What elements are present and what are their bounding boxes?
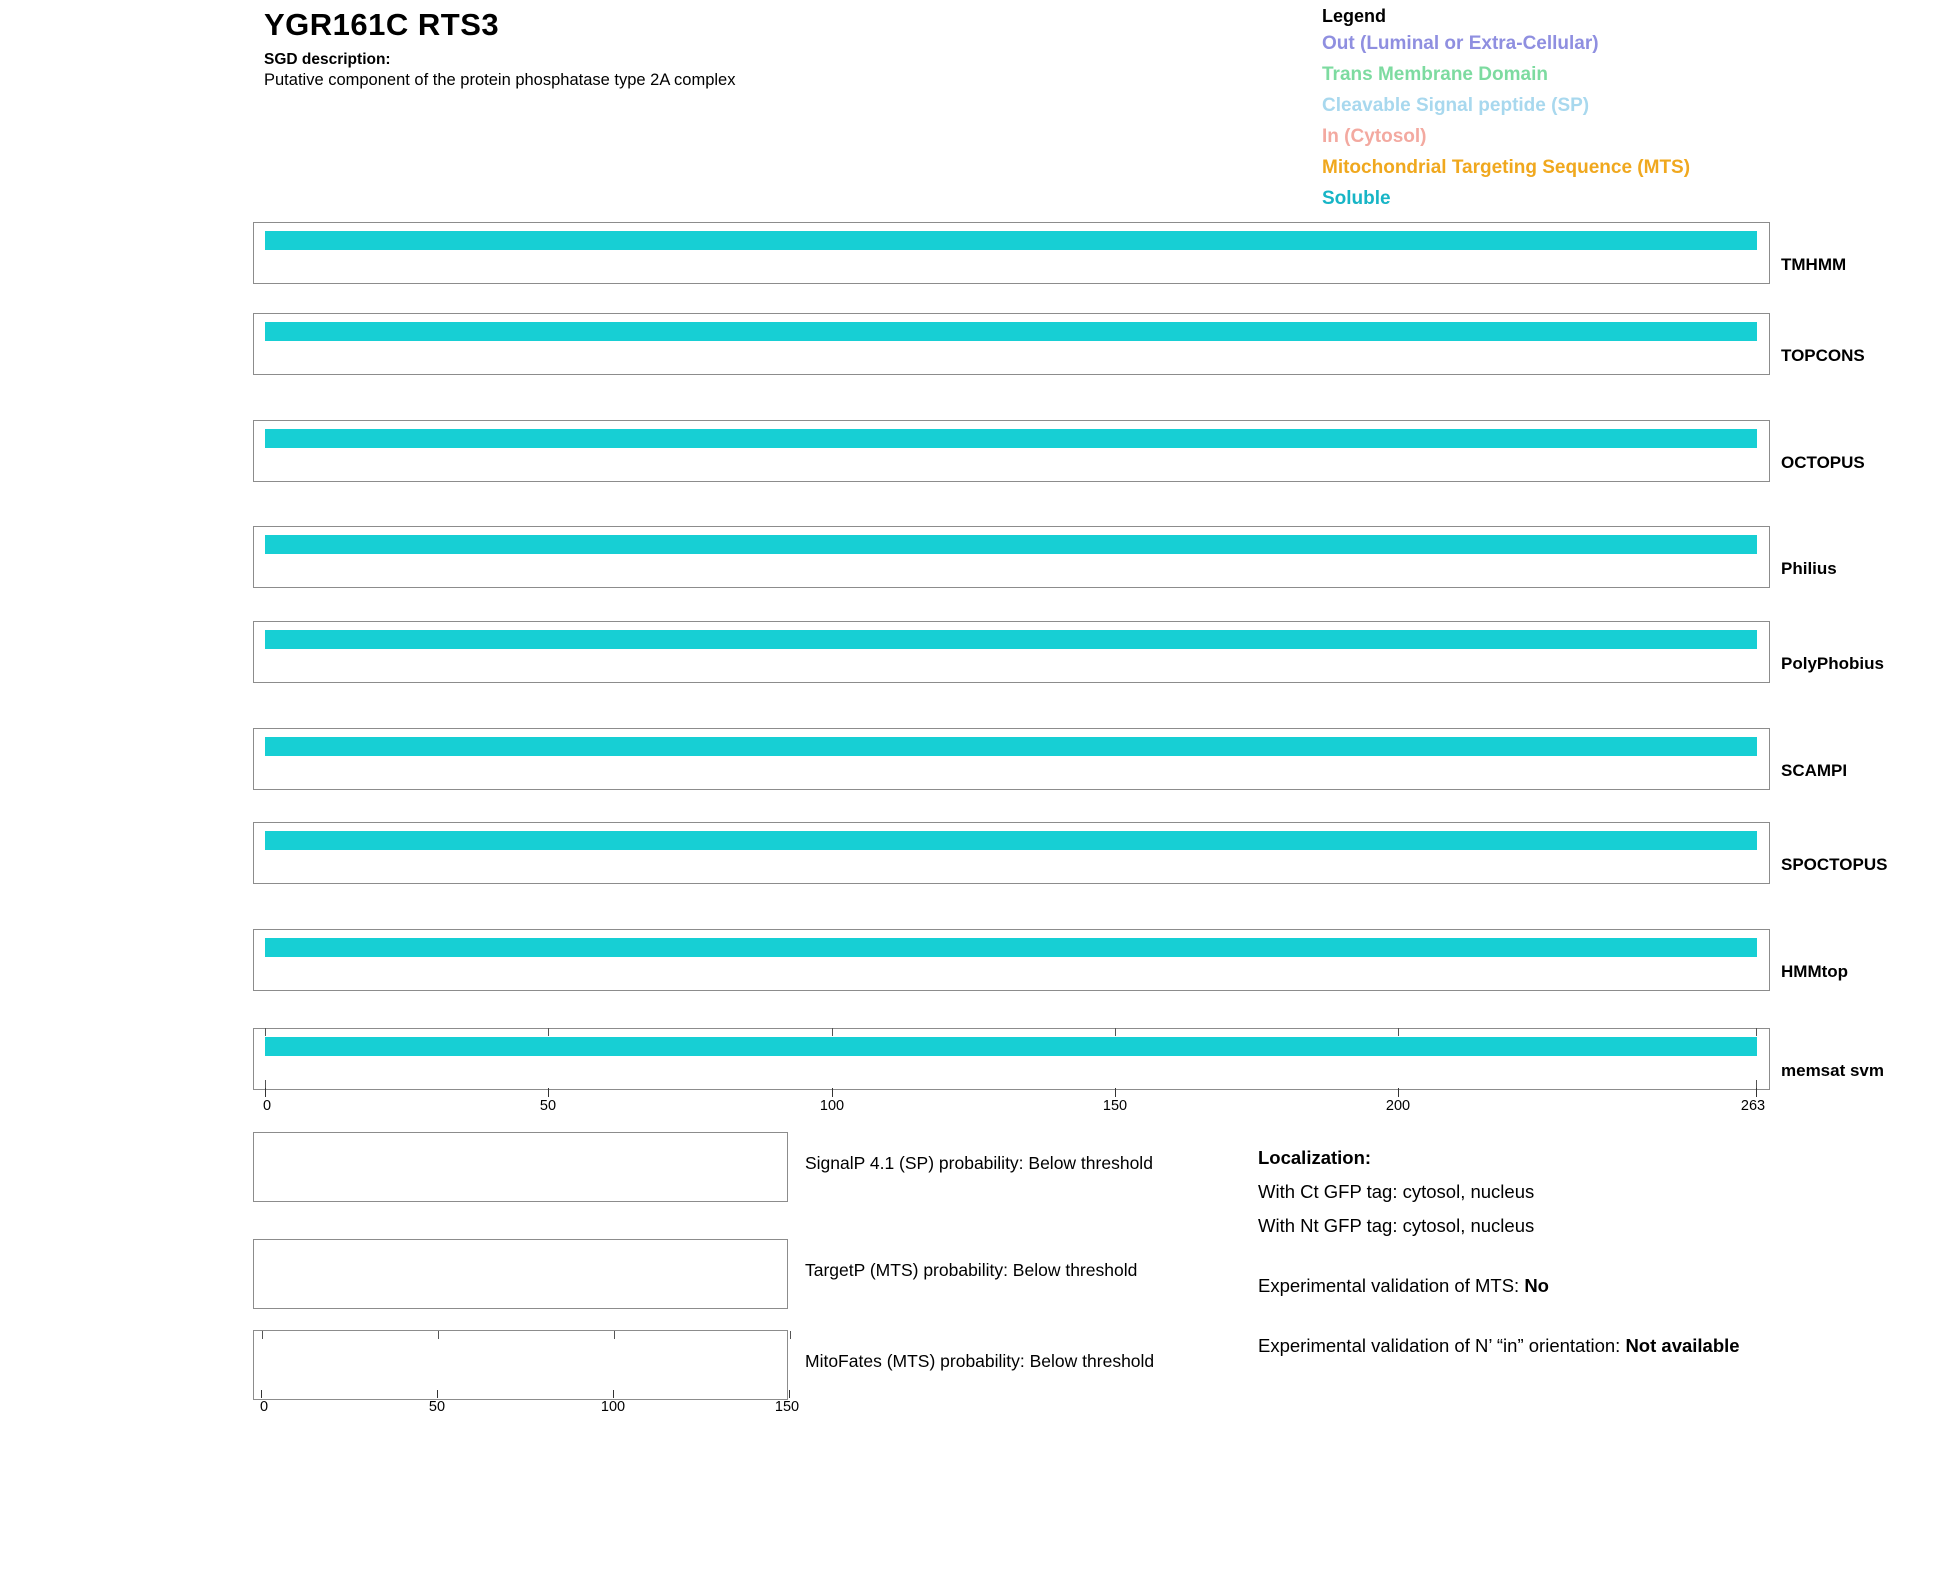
axis-ticklabel-100: 100 [819, 1098, 845, 1114]
legend-item-mts: Mitochondrial Targeting Sequence (MTS) [1322, 157, 1691, 178]
legend-item-soluble: Soluble [1322, 188, 1391, 209]
axis-ticklabel-200: 200 [1385, 1098, 1411, 1114]
axis-gridtick [790, 1331, 791, 1339]
mts-validation-label: Experimental validation of MTS: [1258, 1275, 1525, 1296]
main-axis [253, 1088, 1770, 1128]
soluble-segment [265, 1037, 1757, 1056]
predictor-label-polyphobius: PolyPhobius [1781, 654, 1884, 673]
orientation-validation-line [1258, 1333, 1898, 1358]
axis-ticklabel-0: 0 [262, 1098, 272, 1114]
mts-validation-value: No [1524, 1275, 1549, 1296]
signalp-caption: SignalP 4.1 (SP) probability: Below threshold [805, 1153, 1153, 1173]
legend-item-in-cytosol: In (Cytosol) [1322, 126, 1427, 147]
info-spacer [1258, 1307, 1898, 1333]
soluble-segment [265, 630, 1757, 649]
axis-gridtick [614, 1331, 615, 1339]
predictor-label-philius: Philius [1781, 559, 1837, 578]
predictor-label-tmhmm: TMHMM [1781, 255, 1847, 274]
predictor-row-tmhmm [253, 222, 1950, 284]
predictor-label-hmmtop: HMMtop [1781, 962, 1849, 981]
sgd-description-label: SGD description: [264, 51, 391, 68]
info-spacer [1258, 1247, 1898, 1273]
predictor-row-scampi [253, 728, 1950, 790]
header [264, 6, 1264, 90]
ct-gfp-line: With Ct GFP tag: cytosol, nucleus [1258, 1181, 1535, 1202]
mitofates-caption: MitoFates (MTS) probability: Below threshold [805, 1351, 1155, 1371]
legend-item-out: Out (Luminal or Extra-Cellular) [1322, 33, 1599, 54]
axis-tick [1756, 1088, 1757, 1097]
axis-gridtick [1756, 1028, 1757, 1036]
axis-tick [789, 1390, 790, 1398]
legend-item-tmd: Trans Membrane Domain [1322, 64, 1548, 85]
axis-tick [265, 1088, 266, 1097]
mitofates-axis [253, 1390, 800, 1420]
localization-heading: Localization: [1258, 1147, 1372, 1168]
axis-gridtick [438, 1331, 439, 1339]
predictor-row-philius [253, 526, 1950, 588]
predictor-label-topcons: TOPCONS [1781, 346, 1865, 365]
predictor-label-spoctopus: SPOCTOPUS [1781, 855, 1888, 874]
soluble-segment [265, 535, 1757, 554]
mito-axis-ticklabel-150: 150 [774, 1399, 800, 1415]
soluble-segment [265, 737, 1757, 756]
axis-gridtick [262, 1331, 263, 1339]
axis-gridtick [1115, 1028, 1116, 1036]
mito-axis-ticklabel-0: 0 [259, 1399, 269, 1415]
axis-ticklabel-50: 50 [539, 1098, 557, 1114]
axis-gridtick [1398, 1028, 1399, 1036]
axis-gridtick [832, 1028, 833, 1036]
predictor-label-octopus: OCTOPUS [1781, 453, 1865, 472]
predictor-row-hmmtop [253, 929, 1950, 991]
soluble-segment [265, 429, 1757, 448]
soluble-segment [265, 938, 1757, 957]
predictor-label-scampi: SCAMPI [1781, 761, 1848, 780]
axis-gridtick [548, 1028, 549, 1036]
axis-tick [1398, 1088, 1399, 1097]
axis-tick [437, 1390, 438, 1398]
legend [1322, 4, 1922, 214]
legend-item-signal-peptide: Cleavable Signal peptide (SP) [1322, 95, 1590, 116]
soluble-segment [265, 322, 1757, 341]
mito-axis-ticklabel-50: 50 [428, 1399, 446, 1415]
axis-tick [261, 1390, 262, 1398]
sgd-description-text: Putative component of the protein phosphatase type 2A complex [264, 71, 736, 89]
axis-tick [548, 1088, 549, 1097]
legend-title: Legend [1322, 6, 1387, 26]
axis-ticklabel-150: 150 [1102, 1098, 1128, 1114]
signalp-panel [253, 1132, 788, 1202]
predictor-row-polyphobius [253, 621, 1950, 683]
predictor-row-spoctopus [253, 822, 1950, 884]
axis-gridtick [265, 1028, 266, 1036]
axis-tick [832, 1088, 833, 1097]
targetp-panel [253, 1239, 788, 1309]
axis-ticklabel-263: 263 [1740, 1098, 1766, 1114]
page-title: YGR161C RTS3 [264, 7, 500, 42]
mts-validation-line [1258, 1273, 1898, 1298]
nt-gfp-line: With Nt GFP tag: cytosol, nucleus [1258, 1215, 1535, 1236]
orientation-validation-label: Experimental validation of N’ “in” orientation: [1258, 1335, 1626, 1356]
predictor-row-octopus [253, 420, 1950, 482]
axis-tick [613, 1390, 614, 1398]
predictor-row-topcons [253, 313, 1950, 375]
predictor-row-memsat-svm [253, 1028, 1950, 1090]
targetp-caption: TargetP (MTS) probability: Below threshold [805, 1260, 1138, 1280]
predictor-label-memsat-svm: memsat svm [1781, 1061, 1885, 1080]
mito-axis-ticklabel-100: 100 [600, 1399, 626, 1415]
soluble-segment [265, 831, 1757, 850]
axis-tick [1115, 1088, 1116, 1097]
localization-info [1258, 1145, 1898, 1367]
soluble-segment [265, 231, 1757, 250]
orientation-validation-value: Not available [1625, 1335, 1740, 1356]
